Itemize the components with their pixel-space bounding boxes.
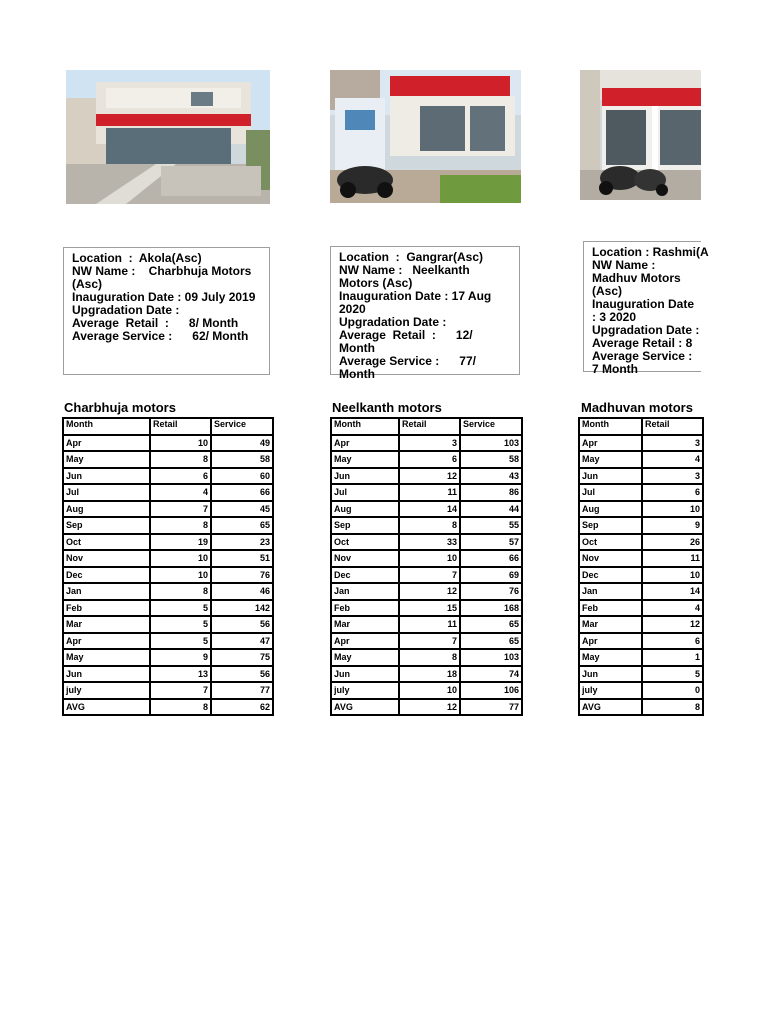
month-cell: May (579, 451, 642, 468)
column-header-retail: Retail (150, 418, 211, 435)
column-header-month: Month (63, 418, 150, 435)
retail-cell: 8 (150, 583, 211, 600)
info-average-service: Average Service : 77/ Month (339, 354, 480, 381)
table-row (579, 666, 703, 683)
service-cell: 76 (460, 583, 522, 600)
month-cell: Jun (63, 666, 150, 683)
month-cell: Apr (63, 435, 150, 452)
table-row (579, 616, 703, 633)
retail-cell: 7 (150, 501, 211, 518)
retail-cell: 6 (150, 468, 211, 485)
retail-cell: 4 (642, 600, 703, 617)
dealer-photo-charbhuja (66, 70, 270, 204)
info-nw-name: NW Name : Madhuv Motors (Asc) (592, 258, 685, 298)
retail-cell: 8 (150, 699, 211, 716)
service-cell: 49 (211, 435, 273, 452)
table-row (579, 534, 703, 551)
month-cell: Feb (331, 600, 399, 617)
month-cell: Feb (63, 600, 150, 617)
table-row (579, 583, 703, 600)
service-cell: 58 (211, 451, 273, 468)
retail-cell: 4 (150, 484, 211, 501)
table-row (579, 600, 703, 617)
dealer-info-madhuvan (583, 241, 713, 376)
info-location: Location : Akola(Asc) (72, 251, 202, 265)
month-cell: Sep (63, 517, 150, 534)
column-header-month: Month (331, 418, 399, 435)
retail-cell: 9 (642, 517, 703, 534)
table-row (63, 567, 273, 584)
service-cell: 76 (211, 567, 273, 584)
table-row (331, 616, 522, 633)
retail-cell: 7 (150, 682, 211, 699)
table-row (579, 435, 703, 452)
table-row (63, 517, 273, 534)
retail-cell: 3 (642, 468, 703, 485)
month-cell: May (331, 451, 399, 468)
month-cell: Apr (331, 633, 399, 650)
retail-cell: 4 (642, 451, 703, 468)
month-cell: Aug (579, 501, 642, 518)
info-location: Location : Rashmi(A (592, 245, 709, 259)
retail-cell: 12 (399, 583, 460, 600)
sales-table-madhuvan (578, 417, 704, 716)
retail-cell: 12 (399, 468, 460, 485)
retail-cell: 6 (399, 451, 460, 468)
month-cell: july (63, 682, 150, 699)
month-cell: july (579, 682, 642, 699)
service-cell: 51 (211, 550, 273, 567)
table-row (331, 699, 522, 716)
month-cell: Sep (579, 517, 642, 534)
month-cell: Jul (331, 484, 399, 501)
service-cell: 44 (460, 501, 522, 518)
info-upgradation-date: Upgradation Date : (72, 303, 180, 317)
sales-table-neelkanth (330, 417, 523, 716)
info-inauguration-date: Inauguration Date : 3 2020 (592, 297, 698, 324)
table-row (63, 600, 273, 617)
table-row (63, 534, 273, 551)
month-cell: Jun (579, 666, 642, 683)
table-row (331, 484, 522, 501)
month-cell: Dec (579, 567, 642, 584)
dealer-info-neelkanth (330, 246, 520, 381)
table-row (331, 666, 522, 683)
info-location: Location : Gangrar(Asc) (339, 250, 484, 264)
month-cell: Jan (579, 583, 642, 600)
month-cell: Dec (331, 567, 399, 584)
dealer-photo-neelkanth (330, 70, 521, 203)
info-average-retail: Average Retail : 12/ Month (339, 328, 476, 355)
service-cell: 106 (460, 682, 522, 699)
service-cell: 55 (460, 517, 522, 534)
info-average-retail: Average Retail : 8/ Month (72, 316, 239, 330)
table-row (331, 468, 522, 485)
table-title-charbhuja: Charbhuja motors (64, 400, 176, 415)
service-cell: 65 (460, 633, 522, 650)
table-title-neelkanth: Neelkanth motors (332, 400, 442, 415)
retail-cell: 19 (150, 534, 211, 551)
month-cell: AVG (331, 699, 399, 716)
info-upgradation-date: Upgradation Date : (339, 315, 447, 329)
table-row (579, 682, 703, 699)
table-row (331, 649, 522, 666)
info-upgradation-date: Upgradation Date : (592, 323, 700, 337)
service-cell: 69 (460, 567, 522, 584)
service-cell: 66 (211, 484, 273, 501)
month-cell: Jun (579, 468, 642, 485)
month-cell: Jun (331, 666, 399, 683)
retail-cell: 7 (399, 633, 460, 650)
dealer-photo-madhuvan (580, 70, 701, 200)
retail-cell: 9 (150, 649, 211, 666)
month-cell: Jun (331, 468, 399, 485)
table-row (579, 699, 703, 716)
retail-cell: 0 (642, 682, 703, 699)
service-cell: 168 (460, 600, 522, 617)
month-cell: july (331, 682, 399, 699)
retail-cell: 5 (150, 616, 211, 633)
service-cell: 60 (211, 468, 273, 485)
retail-cell: 8 (642, 699, 703, 716)
month-cell: Mar (63, 616, 150, 633)
table-row (63, 583, 273, 600)
service-cell: 75 (211, 649, 273, 666)
table-row (331, 682, 522, 699)
retail-cell: 14 (642, 583, 703, 600)
retail-cell: 14 (399, 501, 460, 518)
month-cell: AVG (63, 699, 150, 716)
table-row (63, 699, 273, 716)
retail-cell: 12 (399, 699, 460, 716)
service-cell: 45 (211, 501, 273, 518)
info-nw-name: NW Name : Neelkanth Motors (Asc) (339, 263, 477, 290)
retail-cell: 8 (399, 649, 460, 666)
service-cell: 43 (460, 468, 522, 485)
month-cell: Apr (63, 633, 150, 650)
retail-cell: 6 (642, 484, 703, 501)
table-row (63, 649, 273, 666)
table-row (579, 649, 703, 666)
month-cell: May (63, 649, 150, 666)
table-row (331, 633, 522, 650)
column-header-retail: Retail (642, 418, 703, 435)
month-cell: Apr (579, 435, 642, 452)
month-cell: Jun (63, 468, 150, 485)
table-row (63, 616, 273, 633)
table-row (331, 534, 522, 551)
service-cell: 66 (460, 550, 522, 567)
table-title-madhuvan: Madhuvan motors (581, 400, 693, 415)
retail-cell: 7 (399, 567, 460, 584)
table-row (331, 600, 522, 617)
table-row (63, 435, 273, 452)
month-cell: May (331, 649, 399, 666)
retail-cell: 10 (399, 682, 460, 699)
service-cell: 77 (211, 682, 273, 699)
retail-cell: 3 (399, 435, 460, 452)
service-cell: 56 (211, 616, 273, 633)
info-average-retail: Average Retail : 8 (592, 336, 693, 350)
month-cell: Jul (579, 484, 642, 501)
info-inauguration-date: Inauguration Date : 17 Aug 2020 (339, 289, 495, 316)
retail-cell: 11 (399, 616, 460, 633)
table-row (579, 550, 703, 567)
retail-cell: 8 (399, 517, 460, 534)
retail-cell: 33 (399, 534, 460, 551)
month-cell: Jul (63, 484, 150, 501)
retail-cell: 6 (642, 633, 703, 650)
retail-cell: 5 (642, 666, 703, 683)
service-cell: 46 (211, 583, 273, 600)
table-row (579, 484, 703, 501)
month-cell: Apr (331, 435, 399, 452)
retail-cell: 13 (150, 666, 211, 683)
sales-table-charbhuja (62, 417, 274, 716)
retail-cell: 10 (150, 435, 211, 452)
column-header-service: Service (460, 418, 522, 435)
service-cell: 65 (460, 616, 522, 633)
service-cell: 86 (460, 484, 522, 501)
month-cell: Mar (331, 616, 399, 633)
column-header-retail: Retail (399, 418, 460, 435)
table-row (63, 451, 273, 468)
retail-cell: 26 (642, 534, 703, 551)
month-cell: Jan (331, 583, 399, 600)
service-cell: 57 (460, 534, 522, 551)
retail-cell: 8 (150, 517, 211, 534)
retail-cell: 11 (642, 550, 703, 567)
table-row (331, 451, 522, 468)
service-cell: 77 (460, 699, 522, 716)
table-row (331, 501, 522, 518)
table-row (579, 451, 703, 468)
month-cell: Nov (63, 550, 150, 567)
month-cell: Jan (63, 583, 150, 600)
service-cell: 23 (211, 534, 273, 551)
month-cell: Oct (63, 534, 150, 551)
month-cell: May (63, 451, 150, 468)
month-cell: Feb (579, 600, 642, 617)
retail-cell: 10 (642, 501, 703, 518)
table-row (63, 633, 273, 650)
retail-cell: 10 (399, 550, 460, 567)
table-row (63, 550, 273, 567)
info-nw-name: NW Name : Charbhuja Motors (Asc) (72, 264, 255, 291)
service-cell: 142 (211, 600, 273, 617)
retail-cell: 5 (150, 633, 211, 650)
table-row (331, 550, 522, 567)
retail-cell: 10 (150, 567, 211, 584)
month-cell: Aug (331, 501, 399, 518)
month-cell: Nov (579, 550, 642, 567)
retail-cell: 5 (150, 600, 211, 617)
service-cell: 74 (460, 666, 522, 683)
table-row (331, 567, 522, 584)
month-cell: Apr (579, 633, 642, 650)
table-row (331, 583, 522, 600)
table-row (331, 435, 522, 452)
service-cell: 47 (211, 633, 273, 650)
retail-cell: 8 (150, 451, 211, 468)
table-row (63, 468, 273, 485)
retail-cell: 11 (399, 484, 460, 501)
service-cell: 103 (460, 435, 522, 452)
month-cell: Oct (579, 534, 642, 551)
column-header-service: Service (211, 418, 273, 435)
table-row (63, 682, 273, 699)
table-row (63, 666, 273, 683)
info-average-service: Average Service : 7 Month (592, 349, 713, 376)
retail-cell: 12 (642, 616, 703, 633)
info-average-service: Average Service : 62/ Month (72, 329, 249, 343)
table-row (579, 468, 703, 485)
service-cell: 65 (211, 517, 273, 534)
table-row (579, 567, 703, 584)
service-cell: 103 (460, 649, 522, 666)
info-inauguration-date: Inauguration Date : 09 July 2019 (72, 290, 256, 304)
retail-cell: 15 (399, 600, 460, 617)
column-header-month: Month (579, 418, 642, 435)
month-cell: Sep (331, 517, 399, 534)
month-cell: Mar (579, 616, 642, 633)
service-cell: 62 (211, 699, 273, 716)
photo-clip-madhuvan (580, 70, 701, 200)
month-cell: Nov (331, 550, 399, 567)
month-cell: Oct (331, 534, 399, 551)
service-cell: 56 (211, 666, 273, 683)
table-row (63, 484, 273, 501)
table-clip-madhuvan (578, 417, 702, 789)
table-row (63, 501, 273, 518)
table-row (331, 517, 522, 534)
retail-cell: 10 (150, 550, 211, 567)
month-cell: May (579, 649, 642, 666)
service-cell: 58 (460, 451, 522, 468)
retail-cell: 3 (642, 435, 703, 452)
retail-cell: 1 (642, 649, 703, 666)
retail-cell: 10 (642, 567, 703, 584)
month-cell: AVG (579, 699, 642, 716)
table-row (579, 501, 703, 518)
table-row (579, 633, 703, 650)
dealer-info-charbhuja (63, 247, 270, 375)
retail-cell: 18 (399, 666, 460, 683)
month-cell: Aug (63, 501, 150, 518)
table-row (579, 517, 703, 534)
month-cell: Dec (63, 567, 150, 584)
